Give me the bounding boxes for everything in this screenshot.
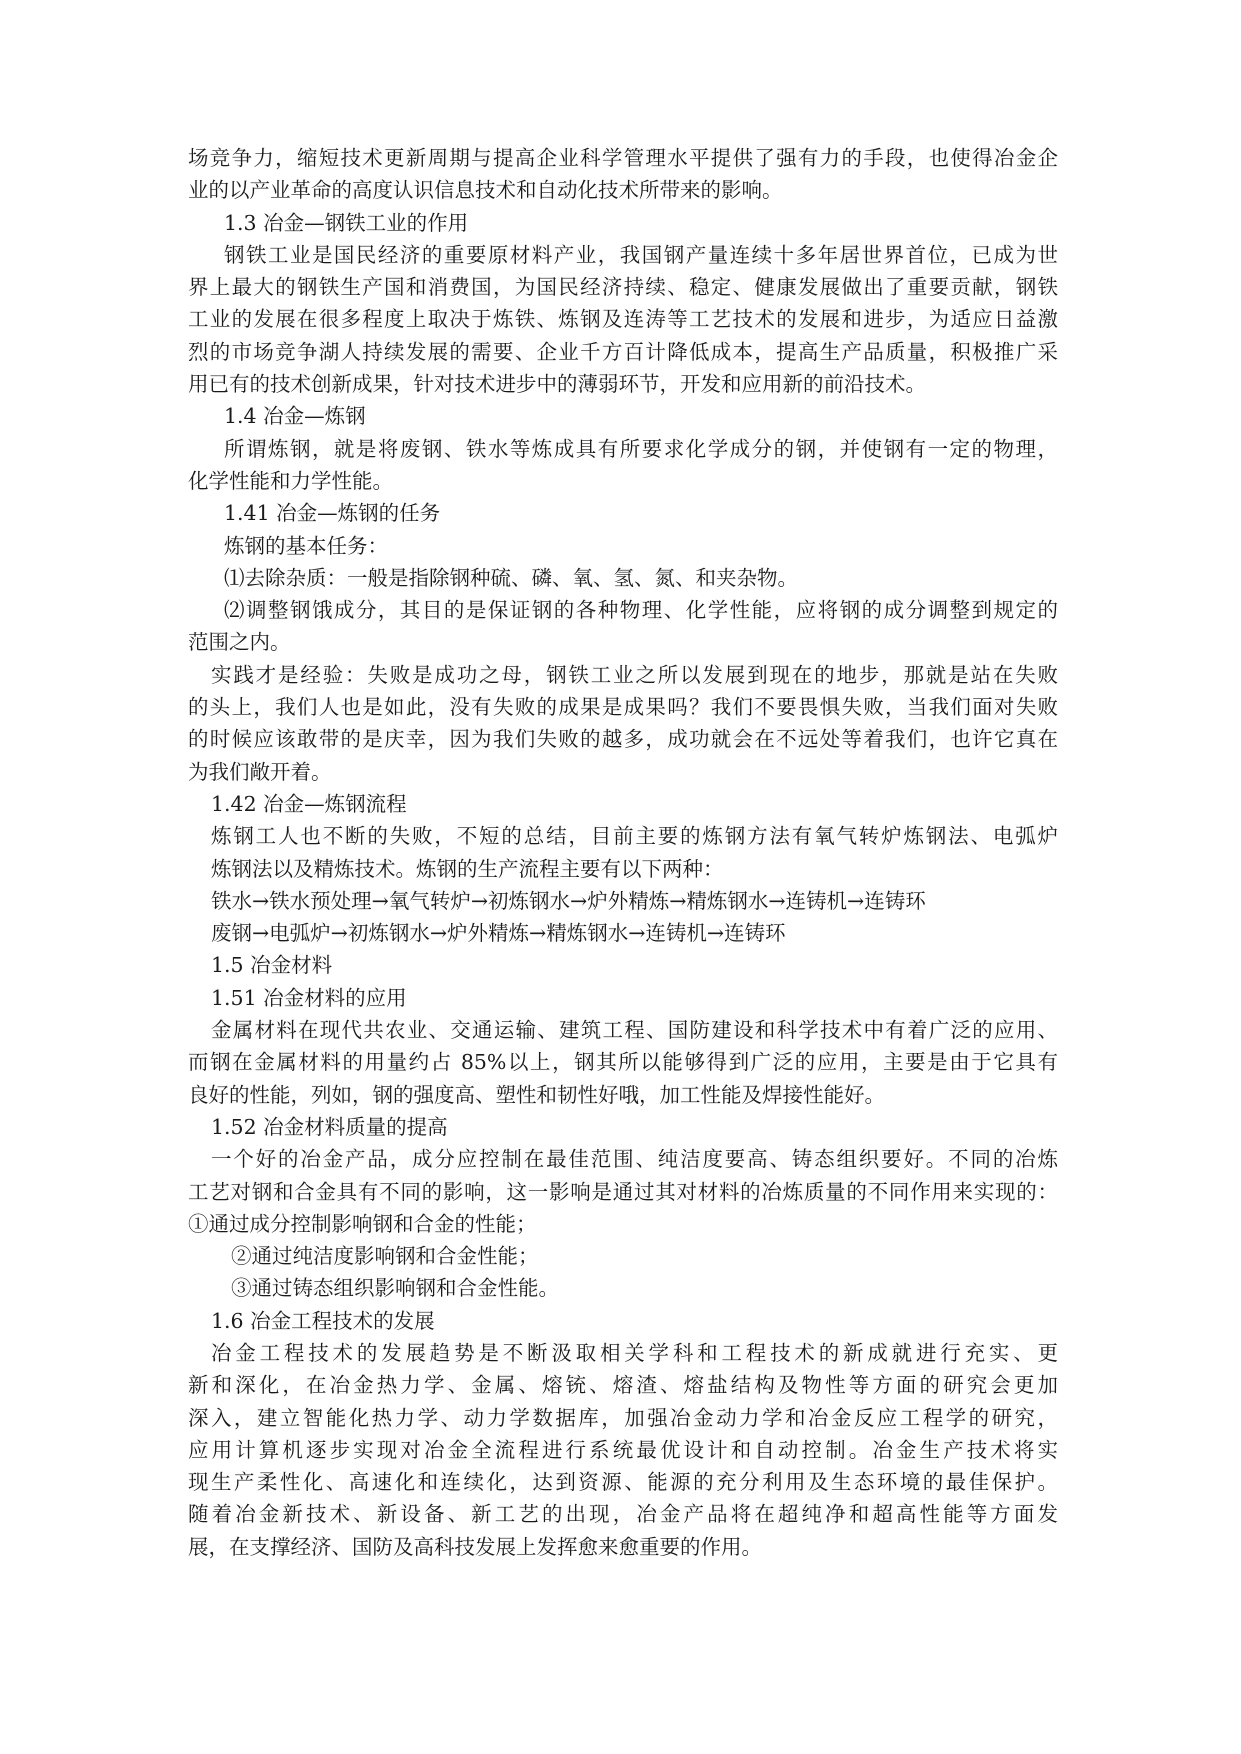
text-line: 1.5 冶金材料 — [211, 953, 333, 978]
text-line: 冶金工程技术的发展趋势是不断汲取相关学科和工程技术的新成就进行充实、更 — [211, 1340, 1058, 1365]
text-line: 展，在支撑经济、国防及高科技发展上发挥愈来愈重要的作用。 — [188, 1534, 762, 1559]
text-line: 1.3 冶金—钢铁工业的作用 — [224, 210, 469, 235]
text-line: 而钢在金属材料的用量约占 85%以上，钢其所以能够得到广泛的应用，主要是由于它具有 — [188, 1050, 1058, 1075]
text-line: 铁水→铁水预处理→氧气转炉→初炼钢水→炉外精炼→精炼钢水→连铸机→连铸环 — [211, 888, 926, 913]
text-line: 所谓炼钢，就是将废钢、铁水等炼成具有所要求化学成分的钢，并使钢有一定的物理， — [224, 436, 1058, 461]
text-line: 的时候应该敢带的是庆幸，因为我们失败的越多，成功就会在不远处等着我们，也许它真在 — [188, 727, 1058, 752]
text-line: 为我们敞开着。 — [188, 759, 332, 784]
text-line: 业的以产业革命的高度认识信息技术和自动化技术所带来的影响。 — [188, 178, 783, 203]
text-line: 应用计算机逐步实现对冶金全流程进行系统最优设计和自动控制。冶金生产技术将实 — [188, 1437, 1058, 1462]
text-line: 随着冶金新技术、新设备、新工艺的出现，冶金产品将在超纯净和超高性能等方面发 — [188, 1502, 1058, 1527]
text-line: 用已有的技术创新成果，针对技术进步中的薄弱环节，开发和应用新的前沿技术。 — [188, 372, 926, 397]
text-line: 工艺对钢和合金具有不同的影响，这一影响是通过其对材料的冶炼质量的不同作用来实现的： — [188, 1179, 1058, 1204]
text-line: 深入，建立智能化热力学、动力学数据库，加强冶金动力学和冶金反应工程学的研究， — [188, 1405, 1058, 1430]
text-line: 化学性能和力学性能。 — [188, 468, 393, 493]
text-line: 场竞争力，缩短技术更新周期与提高企业科学管理水平提供了强有力的手段，也使得冶金企 — [188, 146, 1058, 170]
text-line: 一个好的冶金产品，成分应控制在最佳范围、纯洁度要高、铸态组织要好。不同的冶炼 — [211, 1147, 1058, 1172]
text-line: ⑵调整钢饿成分，其目的是保证钢的各种物理、化学性能，应将钢的成分调整到规定的 — [224, 598, 1058, 623]
text-line: 废钢→电弧炉→初炼钢水→炉外精炼→精炼钢水→连铸机→连铸环 — [211, 921, 786, 946]
text-line: 1.6 冶金工程技术的发展 — [211, 1308, 435, 1333]
document-page — [188, 142, 1058, 1563]
text-line: ②通过纯洁度影响钢和合金性能； — [231, 1244, 539, 1269]
text-line: ⑴去除杂质：一般是指除钢种硫、磷、氧、氢、氮、和夹杂物。 — [224, 565, 798, 590]
text-line: 工业的发展在很多程度上取决于炼铁、炼钢及连涛等工艺技术的发展和进步，为适应日益激 — [188, 307, 1058, 332]
text-line: 1.52 冶金材料质量的提高 — [211, 1114, 448, 1139]
text-line: ③通过铸态组织影响钢和合金性能。 — [231, 1276, 559, 1301]
text-line: 钢铁工业是国民经济的重要原材料产业，我国钢产量连续十多年居世界首位，已成为世 — [224, 242, 1058, 267]
text-line: 炼钢的基本任务： — [224, 533, 388, 558]
text-line: 实践才是经验：失败是成功之母，钢铁工业之所以发展到现在的地步，那就是站在失败 — [211, 662, 1058, 687]
text-line: 现生产柔性化、高速化和连续化，达到资源、能源的充分利用及生态环境的最佳保护。 — [188, 1470, 1058, 1495]
text-line: 1.41 冶金—炼钢的任务 — [224, 501, 441, 526]
text-line: ①通过成分控制影响钢和合金的性能； — [188, 1211, 537, 1236]
text-line: 1.42 冶金—炼钢流程 — [211, 791, 407, 816]
text-line: 新和深化，在冶金热力学、金属、熔铳、熔渣、熔盐结构及物性等方面的研究会更加 — [188, 1373, 1058, 1398]
text-line: 炼钢法以及精炼技术。炼钢的生产流程主要有以下两种： — [211, 856, 724, 881]
text-line: 的头上，我们人也是如此，没有失败的成果是成果吗？我们不要畏惧失败，当我们面对失败 — [188, 695, 1058, 720]
text-line: 界上最大的钢铁生产国和消费国，为国民经济持续、稳定、健康发展做出了重要贡献，钢铁 — [188, 275, 1058, 300]
text-line: 良好的性能，列如，钢的强度高、塑性和韧性好哦，加工性能及焊接性能好。 — [188, 1082, 885, 1107]
text-line: 1.51 冶金材料的应用 — [211, 985, 407, 1010]
text-line: 烈的市场竞争湖人持续发展的需要、企业千方百计降低成本，提高生产品质量，积极推广采 — [188, 339, 1058, 364]
text-line: 范围之内。 — [188, 630, 291, 655]
text-line: 金属材料在现代共农业、交通运输、建筑工程、国防建设和科学技术中有着广泛的应用、 — [211, 1018, 1058, 1043]
text-line: 炼钢工人也不断的失败，不短的总结，目前主要的炼钢方法有氧气转炉炼钢法、电弧炉 — [211, 824, 1058, 849]
text-line: 1.4 冶金—炼钢 — [224, 404, 366, 429]
